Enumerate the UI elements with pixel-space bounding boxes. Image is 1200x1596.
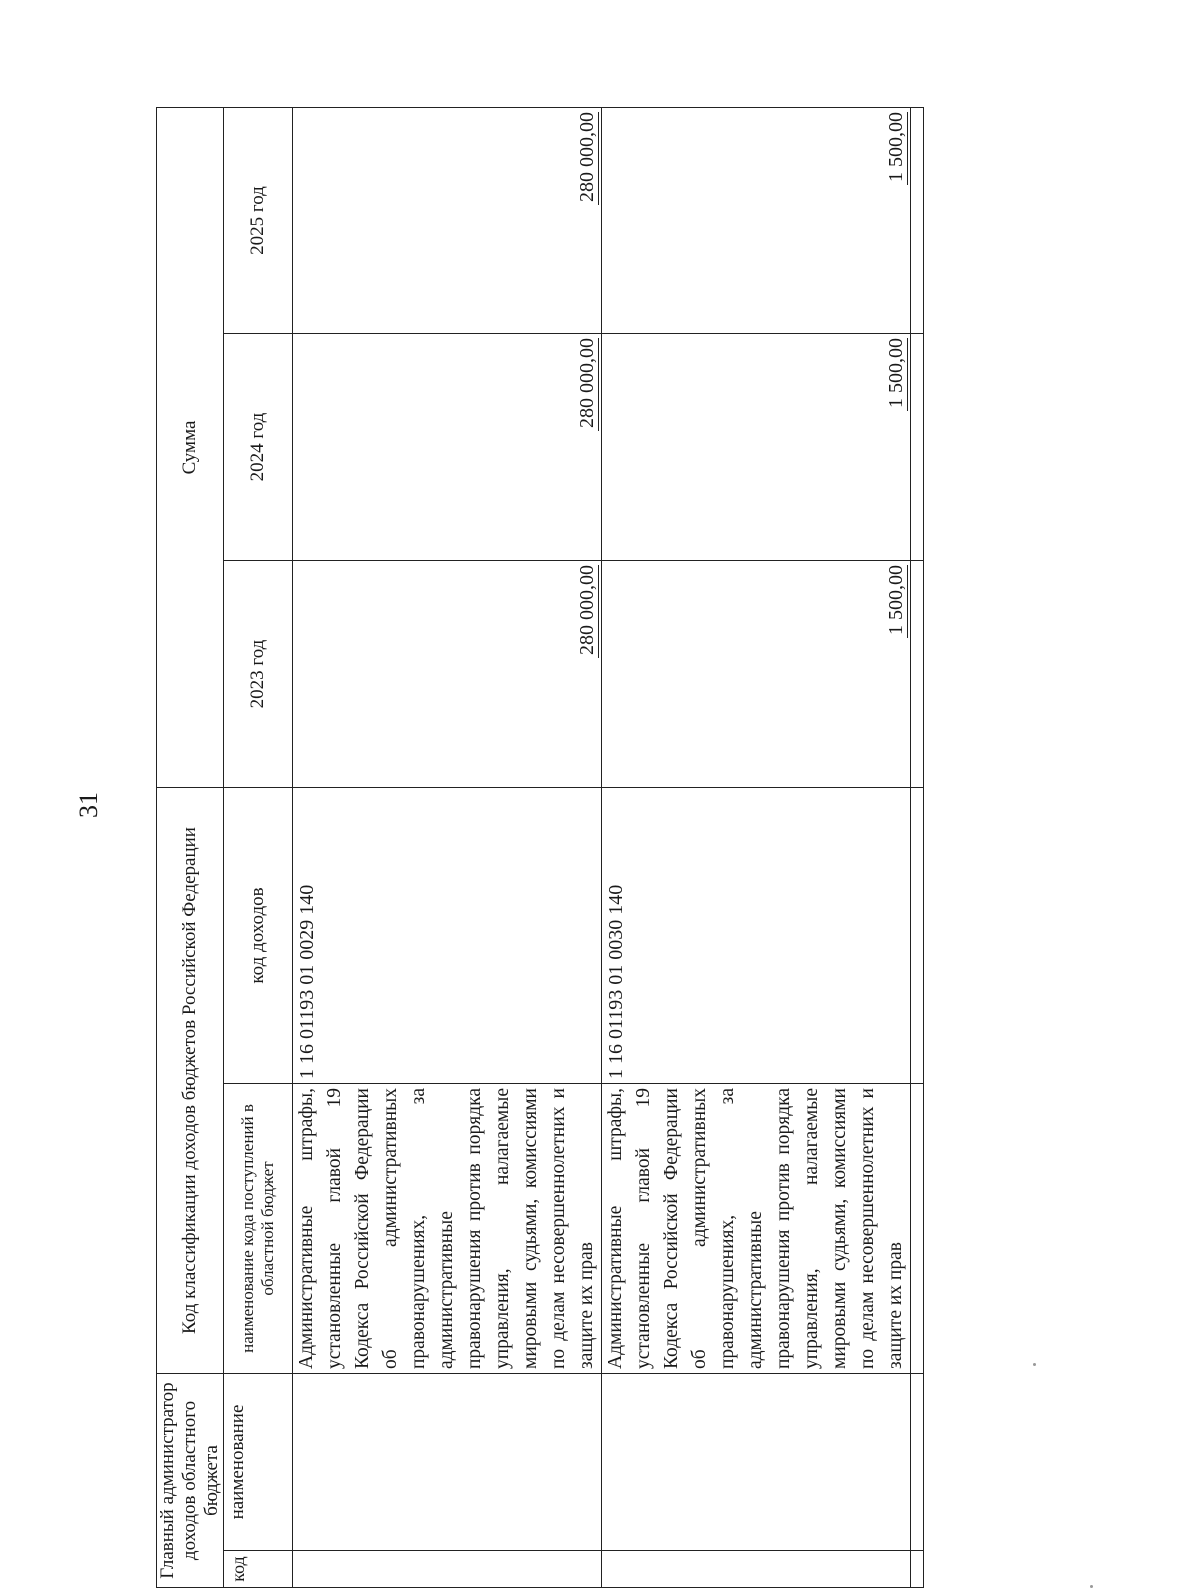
- scan-speck: [1090, 1585, 1093, 1588]
- sum-2024-cell: [602, 334, 911, 561]
- admin-name-cell: [293, 1374, 602, 1551]
- income-code-cell: 1 16 01193 01 0029 140: [293, 788, 602, 1084]
- continuation-cell: [911, 108, 924, 334]
- sum-group-header: Сумма: [157, 108, 224, 788]
- sum-2025-value: 280 000,00: [576, 112, 599, 205]
- year-2023-header: 2023 год: [224, 561, 293, 788]
- header-row-top: [157, 108, 224, 1588]
- sum-2023-cell: [293, 561, 602, 788]
- continuation-cell: [911, 561, 924, 788]
- admin-code-cell: [602, 1551, 911, 1588]
- table-continuation-row: [911, 108, 924, 1588]
- admin-code-cell: [293, 1551, 602, 1588]
- scan-speck: [1033, 1363, 1036, 1366]
- sum-2025-value: 1 500,00: [885, 112, 908, 185]
- sum-2024-value: 280 000,00: [576, 338, 599, 431]
- sum-2023-value: 280 000,00: [576, 565, 599, 658]
- sum-2024-cell: [293, 334, 602, 561]
- sum-2025-cell: [293, 108, 602, 334]
- rotated-table-wrapper: [156, 108, 907, 1588]
- continuation-cell: [911, 788, 924, 1084]
- table-row: [293, 108, 602, 1588]
- table-row: [602, 108, 911, 1588]
- sum-2024-value: 1 500,00: [885, 338, 908, 411]
- continuation-cell: [911, 1084, 924, 1374]
- sum-2023-value: 1 500,00: [885, 565, 908, 638]
- admin-code-header: код: [224, 1551, 293, 1588]
- income-name-cell: Административные штрафы, установленные главой 19 Кодекса Российской Федерации об административных правонарушениях, за административные правонарушения против порядка управления, налагаемые мировыми судьями, комиссиями по делам несовершеннолетних и защите их прав: [602, 1084, 911, 1374]
- continuation-cell: [911, 334, 924, 561]
- continuation-cell: [911, 1374, 924, 1551]
- income-code-header: код доходов: [224, 788, 293, 1084]
- admin-name-cell: [602, 1374, 911, 1551]
- continuation-cell: [911, 1551, 924, 1588]
- page-number: 31: [74, 792, 103, 818]
- admin-name-header: наименование: [224, 1374, 293, 1551]
- header-row-sub: [224, 108, 293, 1588]
- admin-group-header: Главный администратор доходов областного бюджета: [157, 1374, 224, 1588]
- income-name-cell: Административные штрафы, установленные главой 19 Кодекса Российской Федерации об административных правонарушениях, за административные правонарушения против порядка управления, налагаемые мировыми судьями, комиссиями по делам несовершеннолетних и защите их прав: [293, 1084, 602, 1374]
- income-classification-table: [156, 107, 924, 1588]
- income-code-cell: 1 16 01193 01 0030 140: [602, 788, 911, 1084]
- sum-2023-cell: [602, 561, 911, 788]
- classification-group-header: Код классификации доходов бюджетов Российской Федерации: [157, 788, 224, 1374]
- income-name-header: наименование кода поступлений в областной бюджет: [224, 1084, 293, 1374]
- sum-2025-cell: [602, 108, 911, 334]
- year-2025-header: 2025 год: [224, 108, 293, 334]
- year-2024-header: 2024 год: [224, 334, 293, 561]
